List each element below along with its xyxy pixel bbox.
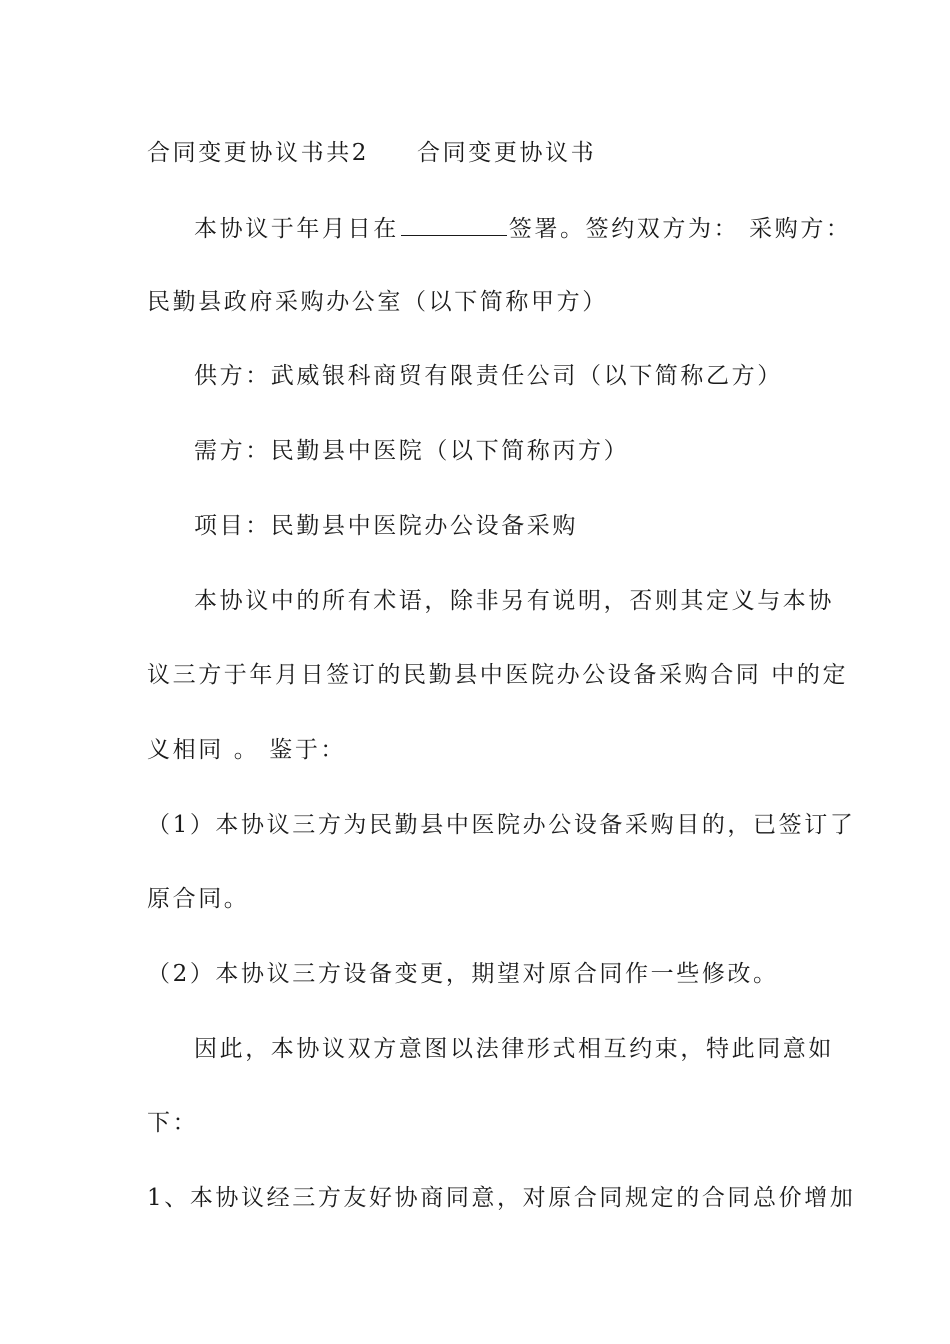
terms-line-1: 本协议中的所有术语，除非另有说明，否则其定义与本协 <box>194 588 834 614</box>
project-line: 项目：民勤县中医院办公设备采购 <box>194 513 578 539</box>
signing-place-blank <box>401 213 507 236</box>
therefore-line-1: 因此，本协议双方意图以法律形式相互约束，特此同意如 <box>194 1036 834 1062</box>
title-left: 合同变更协议书共2 <box>147 140 370 166</box>
whereas-1-line-1: （1）本协议三方为民勤县中医院办公设备采购目的，已签订了 <box>147 812 856 838</box>
terms-line-3: 义相同 。 鉴于： <box>147 737 347 763</box>
terms-line-2: 议三方于年月日签订的民勤县中医院办公设备采购合同 中的定 <box>147 662 849 688</box>
therefore-line-2: 下： <box>147 1110 199 1136</box>
buyer-line: 民勤县政府采购办公室（以下简称甲方） <box>147 289 608 315</box>
demander-line: 需方：民勤县中医院（以下简称丙方） <box>194 438 630 464</box>
whereas-2-line: （2）本协议三方设备变更，期望对原合同作一些修改。 <box>147 961 779 987</box>
document-title <box>147 138 827 168</box>
intro-paragraph-line <box>194 213 874 244</box>
supplier-line: 供方：武威银科商贸有限责任公司（以下简称乙方） <box>194 363 783 389</box>
clause-1-line-1: 1、本协议经三方友好协商同意，对原合同规定的合同总价增加 <box>147 1185 856 1211</box>
title-right: 合同变更协议书 <box>417 140 597 166</box>
intro-before-blank: 本协议于年月日在 <box>194 216 399 242</box>
intro-after-blank: 签署。签约双方为： 采购方： <box>508 216 852 242</box>
whereas-1-line-2: 原合同。 <box>147 886 250 912</box>
